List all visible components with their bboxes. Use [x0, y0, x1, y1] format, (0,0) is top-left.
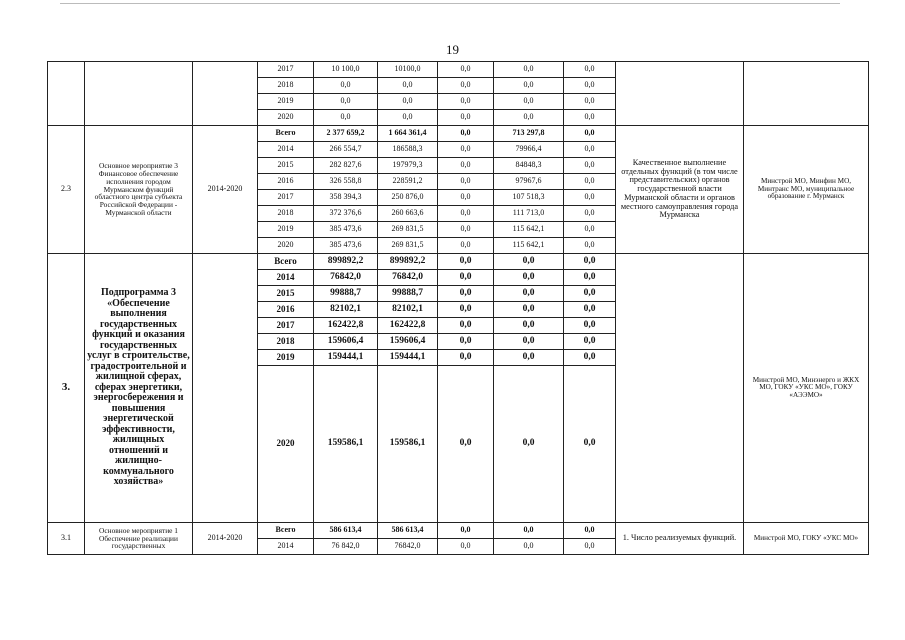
value-cell: 0,0	[438, 254, 494, 270]
year-cell: Всего	[258, 523, 314, 539]
value-cell: 0,0	[438, 523, 494, 539]
value-cell: 0,0	[438, 366, 494, 523]
value-cell: 0,0	[564, 366, 616, 523]
year-cell: 2017	[258, 190, 314, 206]
value-cell: 0,0	[564, 62, 616, 78]
year-cell: 2019	[258, 222, 314, 238]
blank-cell	[193, 62, 258, 126]
value-cell: 586 613,4	[378, 523, 438, 539]
total-cell: 76 842,0	[314, 539, 378, 555]
value-cell: 0,0	[564, 222, 616, 238]
value-cell: 0,0	[438, 190, 494, 206]
item-number: 3.1	[48, 523, 85, 555]
value-cell: 111 713,0	[494, 206, 564, 222]
value-cell: 0,0	[438, 539, 494, 555]
value-cell: 0,0	[438, 94, 494, 110]
total-cell: 76842,0	[314, 270, 378, 286]
year-cell: 2014	[258, 142, 314, 158]
year-cell: Всего	[258, 254, 314, 270]
value-cell: 0,0	[564, 539, 616, 555]
value-cell: 0,0	[438, 334, 494, 350]
table-row	[48, 523, 869, 539]
value-cell: 269 831,5	[378, 238, 438, 254]
blank-cell	[193, 254, 258, 523]
year-cell: 2017	[258, 318, 314, 334]
value-cell: 76842,0	[378, 270, 438, 286]
year-cell: 2014	[258, 270, 314, 286]
value-cell: 228591,2	[378, 174, 438, 190]
value-cell: 0,0	[564, 238, 616, 254]
total-cell: 0,0	[314, 110, 378, 126]
value-cell: 0,0	[438, 142, 494, 158]
value-cell: 115 642,1	[494, 238, 564, 254]
total-cell: 586 613,4	[314, 523, 378, 539]
total-cell: 99888,7	[314, 286, 378, 302]
item-name: Основное мероприятие 3 Финансовое обеспечение исполнения городом Мурманском функций областного центра субъекта Российской Федерации - Мурманской области	[85, 126, 193, 254]
value-cell: 0,0	[438, 302, 494, 318]
total-cell: 10 100,0	[314, 62, 378, 78]
year-cell: 2020	[258, 366, 314, 523]
total-cell: 162422,8	[314, 318, 378, 334]
value-cell: 0,0	[564, 158, 616, 174]
blank-cell	[616, 62, 744, 126]
value-cell: 197979,3	[378, 158, 438, 174]
value-cell: 0,0	[438, 110, 494, 126]
value-cell: 79966,4	[494, 142, 564, 158]
year-cell: 2018	[258, 206, 314, 222]
value-cell: 0,0	[494, 286, 564, 302]
value-cell: 250 876,0	[378, 190, 438, 206]
value-cell: 0,0	[494, 110, 564, 126]
total-cell: 372 376,6	[314, 206, 378, 222]
year-cell: 2019	[258, 94, 314, 110]
value-cell: 0,0	[378, 110, 438, 126]
value-cell: 115 642,1	[494, 222, 564, 238]
value-cell: 0,0	[494, 78, 564, 94]
year-cell: 2018	[258, 334, 314, 350]
value-cell: 0,0	[564, 270, 616, 286]
item-period: 2014-2020	[193, 523, 258, 555]
total-cell: 282 827,6	[314, 158, 378, 174]
value-cell: 0,0	[494, 254, 564, 270]
table-row	[48, 62, 869, 78]
total-cell: 358 394,3	[314, 190, 378, 206]
value-cell: 0,0	[438, 62, 494, 78]
total-cell: 385 473,6	[314, 222, 378, 238]
value-cell: 0,0	[564, 206, 616, 222]
item-executors: Минстрой МО, Минфин МО, Минтранс МО, муниципальное образование г. Мурманск	[744, 126, 869, 254]
value-cell: 186588,3	[378, 142, 438, 158]
total-cell: 2 377 659,2	[314, 126, 378, 142]
year-cell: Всего	[258, 126, 314, 142]
value-cell: 0,0	[494, 523, 564, 539]
value-cell: 0,0	[564, 350, 616, 366]
value-cell: 260 663,6	[378, 206, 438, 222]
value-cell: 0,0	[494, 366, 564, 523]
value-cell: 0,0	[564, 94, 616, 110]
value-cell: 0,0	[564, 142, 616, 158]
year-cell: 2015	[258, 286, 314, 302]
value-cell: 0,0	[438, 78, 494, 94]
item-name: Основное мероприятие 1 Обеспечение реализации государственных	[85, 523, 193, 555]
value-cell: 0,0	[438, 206, 494, 222]
value-cell: 0,0	[438, 222, 494, 238]
value-cell: 0,0	[438, 174, 494, 190]
value-cell: 0,0	[564, 110, 616, 126]
value-cell: 0,0	[494, 62, 564, 78]
total-cell: 899892,2	[314, 254, 378, 270]
value-cell: 0,0	[438, 286, 494, 302]
total-cell: 266 554,7	[314, 142, 378, 158]
subprogram-number: 3.	[48, 254, 85, 523]
value-cell: 10100,0	[378, 62, 438, 78]
subprogram-name: Подпрограмма 3 «Обеспечение выполнения государственных функций и оказания государственных услуг в строительстве, градостроительной и жилищной сферах, сферах энергетики, энергосбережения и повышения энергетической эффективности, жилищных отношений и жилищно-коммунального хозяйства»	[85, 254, 193, 523]
value-cell: 107 518,3	[494, 190, 564, 206]
page-number: 19	[446, 42, 459, 57]
value-cell: 0,0	[564, 126, 616, 142]
value-cell: 0,0	[438, 238, 494, 254]
year-cell: 2014	[258, 539, 314, 555]
total-cell: 159606,4	[314, 334, 378, 350]
value-cell: 0,0	[378, 94, 438, 110]
year-cell: 2020	[258, 238, 314, 254]
total-cell: 159444,1	[314, 350, 378, 366]
value-cell: 159606,4	[378, 334, 438, 350]
value-cell: 0,0	[564, 78, 616, 94]
value-cell: 0,0	[494, 539, 564, 555]
year-cell: 2016	[258, 302, 314, 318]
program-budget-table	[47, 61, 869, 555]
value-cell: 159444,1	[378, 350, 438, 366]
year-cell: 2016	[258, 174, 314, 190]
value-cell: 0,0	[494, 318, 564, 334]
blank-cell	[85, 62, 193, 126]
table-row	[48, 254, 869, 270]
value-cell: 0,0	[564, 318, 616, 334]
value-cell: 713 297,8	[494, 126, 564, 142]
value-cell: 0,0	[564, 190, 616, 206]
year-cell: 2020	[258, 110, 314, 126]
year-cell: 2017	[258, 62, 314, 78]
value-cell: 0,0	[438, 158, 494, 174]
total-cell: 159586,1	[314, 366, 378, 523]
blank-cell	[616, 254, 744, 523]
value-cell: 269 831,5	[378, 222, 438, 238]
subprogram-executors: Минстрой МО, Минэнерго и ЖКХ МО, ГОКУ «УКС МО», ГОКУ «АЭЭМО»	[744, 254, 869, 523]
value-cell: 0,0	[438, 350, 494, 366]
value-cell: 0,0	[438, 126, 494, 142]
total-cell: 82102,1	[314, 302, 378, 318]
total-cell: 385 473,6	[314, 238, 378, 254]
value-cell: 0,0	[494, 270, 564, 286]
blank-cell	[744, 62, 869, 126]
year-cell: 2019	[258, 350, 314, 366]
value-cell: 159586,1	[378, 366, 438, 523]
item-executors: Минстрой МО, ГОКУ «УКС МО»	[744, 523, 869, 555]
value-cell: 899892,2	[378, 254, 438, 270]
value-cell: 0,0	[378, 78, 438, 94]
value-cell: 1 664 361,4	[378, 126, 438, 142]
blank-cell	[48, 62, 85, 126]
item-result: Качественное выполнение отдельных функций (в том числе представительских) органов государственной власти Мурманской области и органов местного самоуправления города Мурманска	[616, 126, 744, 254]
year-cell: 2015	[258, 158, 314, 174]
value-cell: 97967,6	[494, 174, 564, 190]
value-cell: 99888,7	[378, 286, 438, 302]
value-cell: 0,0	[564, 302, 616, 318]
value-cell: 0,0	[494, 302, 564, 318]
total-cell: 0,0	[314, 94, 378, 110]
total-cell: 326 558,8	[314, 174, 378, 190]
total-cell: 0,0	[314, 78, 378, 94]
value-cell: 0,0	[494, 334, 564, 350]
value-cell: 0,0	[438, 318, 494, 334]
value-cell: 0,0	[564, 334, 616, 350]
item-number: 2.3	[48, 126, 85, 254]
scan-edge-line	[60, 3, 840, 4]
value-cell: 162422,8	[378, 318, 438, 334]
value-cell: 0,0	[438, 270, 494, 286]
value-cell: 84848,3	[494, 158, 564, 174]
value-cell: 0,0	[564, 254, 616, 270]
value-cell: 82102,1	[378, 302, 438, 318]
item-result: 1. Число реализуемых функций.	[616, 523, 744, 555]
value-cell: 0,0	[494, 350, 564, 366]
value-cell: 0,0	[564, 174, 616, 190]
value-cell: 0,0	[564, 523, 616, 539]
year-cell: 2018	[258, 78, 314, 94]
item-period: 2014-2020	[193, 126, 258, 254]
table-row	[48, 126, 869, 142]
value-cell: 76842,0	[378, 539, 438, 555]
value-cell: 0,0	[494, 94, 564, 110]
value-cell: 0,0	[564, 286, 616, 302]
